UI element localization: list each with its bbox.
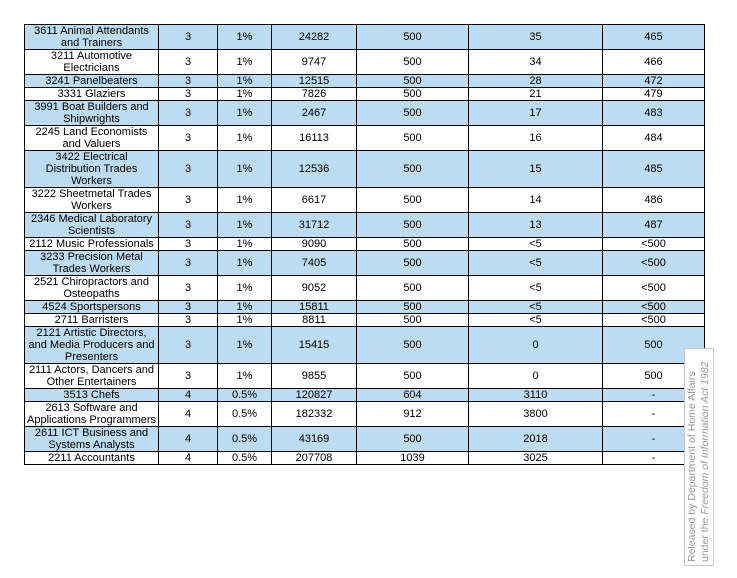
count-cell: 2467 [272, 101, 357, 126]
table-row [25, 276, 705, 301]
percent-cell: 1% [218, 50, 272, 75]
occupation-cell: 3611 Animal Attendants and Trainers [25, 25, 159, 50]
value-cell-6: 0 [469, 364, 603, 389]
value-cell-6: 3110 [469, 389, 603, 402]
percent-cell: 1% [218, 213, 272, 238]
occupation-cell: 3233 Precision Metal Trades Workers [25, 251, 159, 276]
value-cell-6: <5 [469, 276, 603, 301]
table-row [25, 50, 705, 75]
value-cell-2: 3 [159, 238, 218, 251]
value-cell-6: 35 [469, 25, 603, 50]
value-cell-5: 500 [357, 50, 469, 75]
value-cell-7: - [603, 389, 705, 402]
occupation-cell: 3331 Glaziers [25, 88, 159, 101]
value-cell-7: 472 [603, 75, 705, 88]
table-row [25, 75, 705, 88]
count-cell: 7405 [272, 251, 357, 276]
value-cell-7: 486 [603, 188, 705, 213]
value-cell-2: 4 [159, 427, 218, 452]
value-cell-7: 465 [603, 25, 705, 50]
watermark-line-1: Released by Department of Home Affairs [686, 371, 698, 562]
percent-cell: 1% [218, 364, 272, 389]
occupation-cell: 2346 Medical Laboratory Scientists [25, 213, 159, 238]
value-cell-7: 500 [603, 364, 705, 389]
value-cell-7: <500 [603, 251, 705, 276]
value-cell-6: 2018 [469, 427, 603, 452]
count-cell: 9052 [272, 276, 357, 301]
occupation-cell: 3222 Sheetmetal Trades Workers [25, 188, 159, 213]
value-cell-5: 500 [357, 88, 469, 101]
count-cell: 43169 [272, 427, 357, 452]
value-cell-5: 500 [357, 75, 469, 88]
occupation-cell: 2211 Accountants [25, 452, 159, 465]
table-row [25, 101, 705, 126]
count-cell: 182332 [272, 402, 357, 427]
percent-cell: 1% [218, 238, 272, 251]
occupation-cell: 3241 Panelbeaters [25, 75, 159, 88]
value-cell-6: 28 [469, 75, 603, 88]
table-row [25, 188, 705, 213]
percent-cell: 0.5% [218, 452, 272, 465]
value-cell-2: 4 [159, 402, 218, 427]
value-cell-2: 3 [159, 126, 218, 151]
occupation-cell: 2521 Chiropractors and Osteopaths [25, 276, 159, 301]
value-cell-7: 485 [603, 151, 705, 188]
occupation-cell: 2111 Actors, Dancers and Other Entertainers [25, 364, 159, 389]
value-cell-2: 3 [159, 188, 218, 213]
table-row [25, 314, 705, 327]
value-cell-5: 500 [357, 427, 469, 452]
percent-cell: 1% [218, 327, 272, 364]
value-cell-6: <5 [469, 301, 603, 314]
count-cell: 9747 [272, 50, 357, 75]
value-cell-5: 1039 [357, 452, 469, 465]
occupation-cell: 3991 Boat Builders and Shipwrights [25, 101, 159, 126]
value-cell-6: 34 [469, 50, 603, 75]
count-cell: 15811 [272, 301, 357, 314]
value-cell-7: <500 [603, 314, 705, 327]
value-cell-7: - [603, 402, 705, 427]
value-cell-6: <5 [469, 314, 603, 327]
occupation-cell: 3422 Electrical Distribution Trades Workers [25, 151, 159, 188]
occupation-table [24, 24, 705, 465]
value-cell-2: 3 [159, 327, 218, 364]
percent-cell: 1% [218, 276, 272, 301]
percent-cell: 1% [218, 151, 272, 188]
value-cell-7: 483 [603, 101, 705, 126]
count-cell: 9090 [272, 238, 357, 251]
count-cell: 31712 [272, 213, 357, 238]
value-cell-2: 3 [159, 101, 218, 126]
value-cell-6: 3800 [469, 402, 603, 427]
foi-release-watermark [684, 348, 714, 566]
percent-cell: 1% [218, 314, 272, 327]
table-row [25, 402, 705, 427]
table-row [25, 25, 705, 50]
table-row [25, 251, 705, 276]
value-cell-5: 500 [357, 213, 469, 238]
value-cell-5: 500 [357, 327, 469, 364]
value-cell-7: 487 [603, 213, 705, 238]
watermark-act-name: Freedom of Information Act 1982 [699, 361, 711, 515]
table-row [25, 151, 705, 188]
count-cell: 120827 [272, 389, 357, 402]
value-cell-6: 21 [469, 88, 603, 101]
value-cell-2: 3 [159, 314, 218, 327]
value-cell-6: 16 [469, 126, 603, 151]
value-cell-2: 3 [159, 25, 218, 50]
value-cell-7: 479 [603, 88, 705, 101]
value-cell-2: 3 [159, 364, 218, 389]
value-cell-5: 500 [357, 314, 469, 327]
count-cell: 15415 [272, 327, 357, 364]
value-cell-6: 0 [469, 327, 603, 364]
value-cell-5: 500 [357, 251, 469, 276]
value-cell-7: 466 [603, 50, 705, 75]
value-cell-7: - [603, 427, 705, 452]
table-row [25, 427, 705, 452]
value-cell-5: 500 [357, 364, 469, 389]
count-cell: 24282 [272, 25, 357, 50]
occupation-cell: 2613 Software and Applications Programmers [25, 402, 159, 427]
percent-cell: 0.5% [218, 389, 272, 402]
percent-cell: 1% [218, 188, 272, 213]
count-cell: 207708 [272, 452, 357, 465]
value-cell-2: 4 [159, 389, 218, 402]
value-cell-5: 500 [357, 301, 469, 314]
value-cell-7: 484 [603, 126, 705, 151]
value-cell-2: 4 [159, 452, 218, 465]
value-cell-6: <5 [469, 238, 603, 251]
occupation-cell: 2245 Land Economists and Valuers [25, 126, 159, 151]
percent-cell: 1% [218, 251, 272, 276]
percent-cell: 1% [218, 301, 272, 314]
percent-cell: 1% [218, 126, 272, 151]
occupation-cell: 3513 Chefs [25, 389, 159, 402]
occupation-cell: 3211 Automotive Electricians [25, 50, 159, 75]
value-cell-7: <500 [603, 238, 705, 251]
value-cell-6: 17 [469, 101, 603, 126]
value-cell-2: 3 [159, 75, 218, 88]
percent-cell: 1% [218, 75, 272, 88]
value-cell-5: 500 [357, 188, 469, 213]
percent-cell: 1% [218, 25, 272, 50]
value-cell-7: <500 [603, 301, 705, 314]
value-cell-2: 3 [159, 301, 218, 314]
value-cell-5: 500 [357, 276, 469, 301]
value-cell-2: 3 [159, 50, 218, 75]
count-cell: 12536 [272, 151, 357, 188]
occupation-cell: 2112 Music Professionals [25, 238, 159, 251]
watermark-line-2 [699, 352, 712, 562]
count-cell: 8811 [272, 314, 357, 327]
value-cell-5: 912 [357, 402, 469, 427]
value-cell-2: 3 [159, 88, 218, 101]
value-cell-6: 15 [469, 151, 603, 188]
table-row [25, 364, 705, 389]
table-row [25, 213, 705, 238]
percent-cell: 1% [218, 88, 272, 101]
value-cell-7: - [603, 452, 705, 465]
table-row [25, 126, 705, 151]
table-row [25, 238, 705, 251]
value-cell-5: 500 [357, 101, 469, 126]
value-cell-5: 604 [357, 389, 469, 402]
percent-cell: 0.5% [218, 427, 272, 452]
percent-cell: 1% [218, 101, 272, 126]
value-cell-2: 3 [159, 276, 218, 301]
occupation-cell: 2711 Barristers [25, 314, 159, 327]
occupation-cell: 4524 Sportspersons [25, 301, 159, 314]
value-cell-2: 3 [159, 251, 218, 276]
value-cell-5: 500 [357, 126, 469, 151]
value-cell-7: 500 [603, 327, 705, 364]
table-row [25, 301, 705, 314]
value-cell-2: 3 [159, 213, 218, 238]
value-cell-5: 500 [357, 151, 469, 188]
percent-cell: 0.5% [218, 402, 272, 427]
table-row [25, 327, 705, 364]
count-cell: 9855 [272, 364, 357, 389]
occupation-cell: 2611 ICT Business and Systems Analysts [25, 427, 159, 452]
table-row [25, 452, 705, 465]
value-cell-6: 13 [469, 213, 603, 238]
count-cell: 7826 [272, 88, 357, 101]
value-cell-2: 3 [159, 151, 218, 188]
table-row [25, 389, 705, 402]
value-cell-6: 14 [469, 188, 603, 213]
table-row [25, 88, 705, 101]
count-cell: 16113 [272, 126, 357, 151]
value-cell-6: <5 [469, 251, 603, 276]
count-cell: 6617 [272, 188, 357, 213]
count-cell: 12515 [272, 75, 357, 88]
watermark-line-2-prefix: under the [699, 514, 711, 562]
value-cell-7: <500 [603, 276, 705, 301]
value-cell-5: 500 [357, 25, 469, 50]
value-cell-6: 3025 [469, 452, 603, 465]
occupation-cell: 2121 Artistic Directors, and Media Producers and Presenters [25, 327, 159, 364]
value-cell-5: 500 [357, 238, 469, 251]
